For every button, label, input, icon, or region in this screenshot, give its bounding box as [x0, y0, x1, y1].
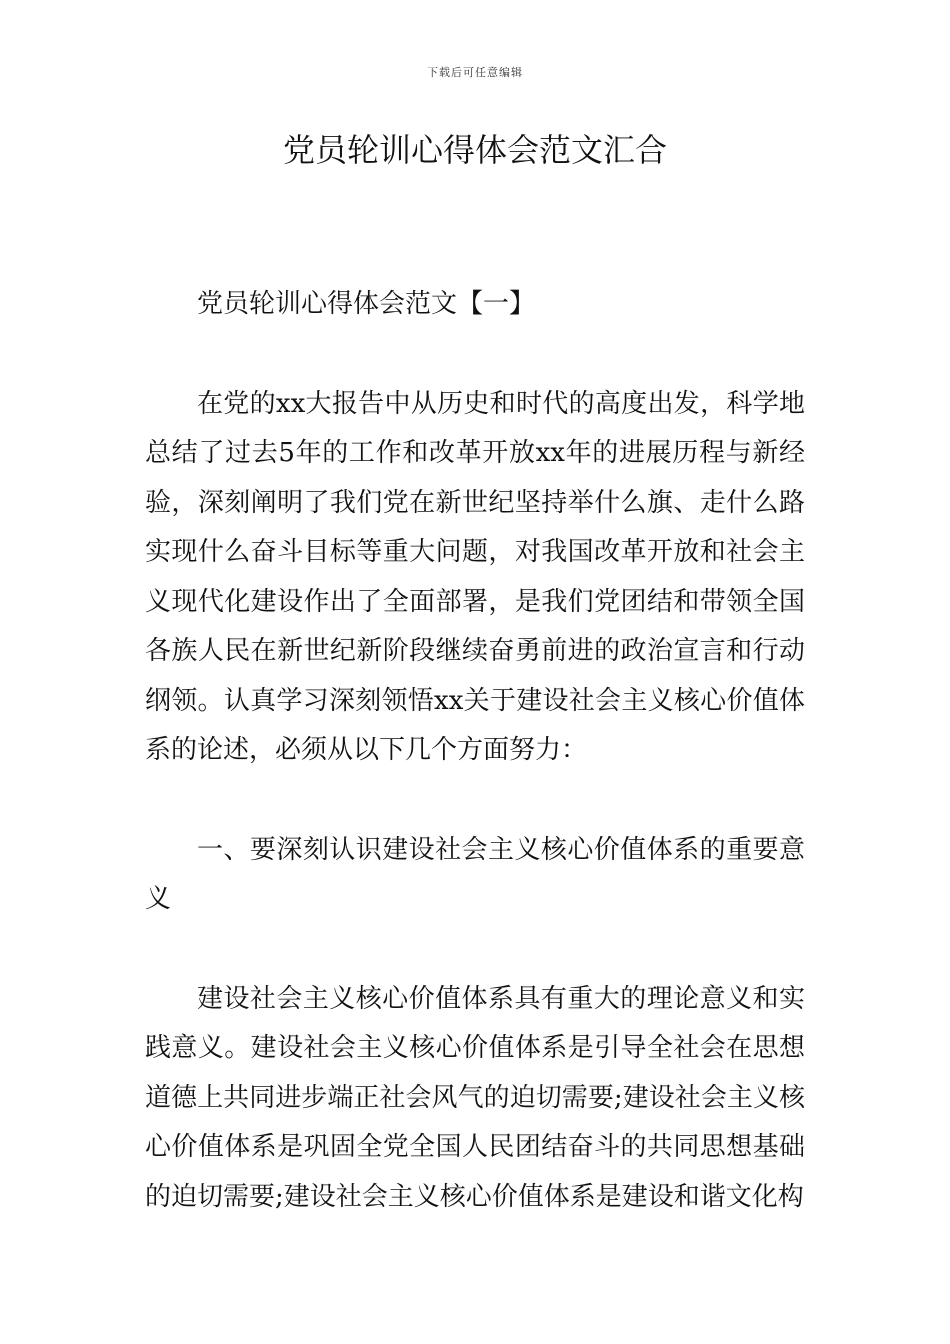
subheading-point-one: 一、要深刻认识建设社会主义核心价值体系的重要意义: [145, 834, 805, 914]
paragraph-intro: 在党的xx大报告中从历史和时代的高度出发，科学地总结了过去5年的工作和改革开放xx年的进展历程与新经验，深刻阐明了我们党在新世纪坚持举什么旗、走什么路实现什么奋斗目标等重大问题，对我国改革开放和社会主义现代化建设作出了全面部署，是我们党团结和带领全国各族人民在新世纪新阶段继续奋勇前进的政治宣言和行动纲领。认真学习深刻领悟xx关于建设社会主义核心价值体系的论述，必须从以下几个方面努力：: [145, 388, 805, 765]
header-note: 下载后可任意编辑: [427, 66, 523, 79]
document-body: [145, 280, 805, 1222]
document-title: 党员轮训心得体会范文汇合: [282, 131, 667, 169]
section-heading: 党员轮训心得体会范文【一】: [197, 289, 536, 319]
paragraph-point-one: 建设社会主义核心价值体系具有重大的理论意义和实践意义。建设社会主义核心价值体系是引导全社会在思想道德上共同进步端正社会风气的迫切需要;建设社会主义核心价值体系是巩固全党全国人民团结奋斗的共同思想基础的迫切需要;建设社会主义核心价值体系是建设和谐文化构: [145, 983, 805, 1212]
